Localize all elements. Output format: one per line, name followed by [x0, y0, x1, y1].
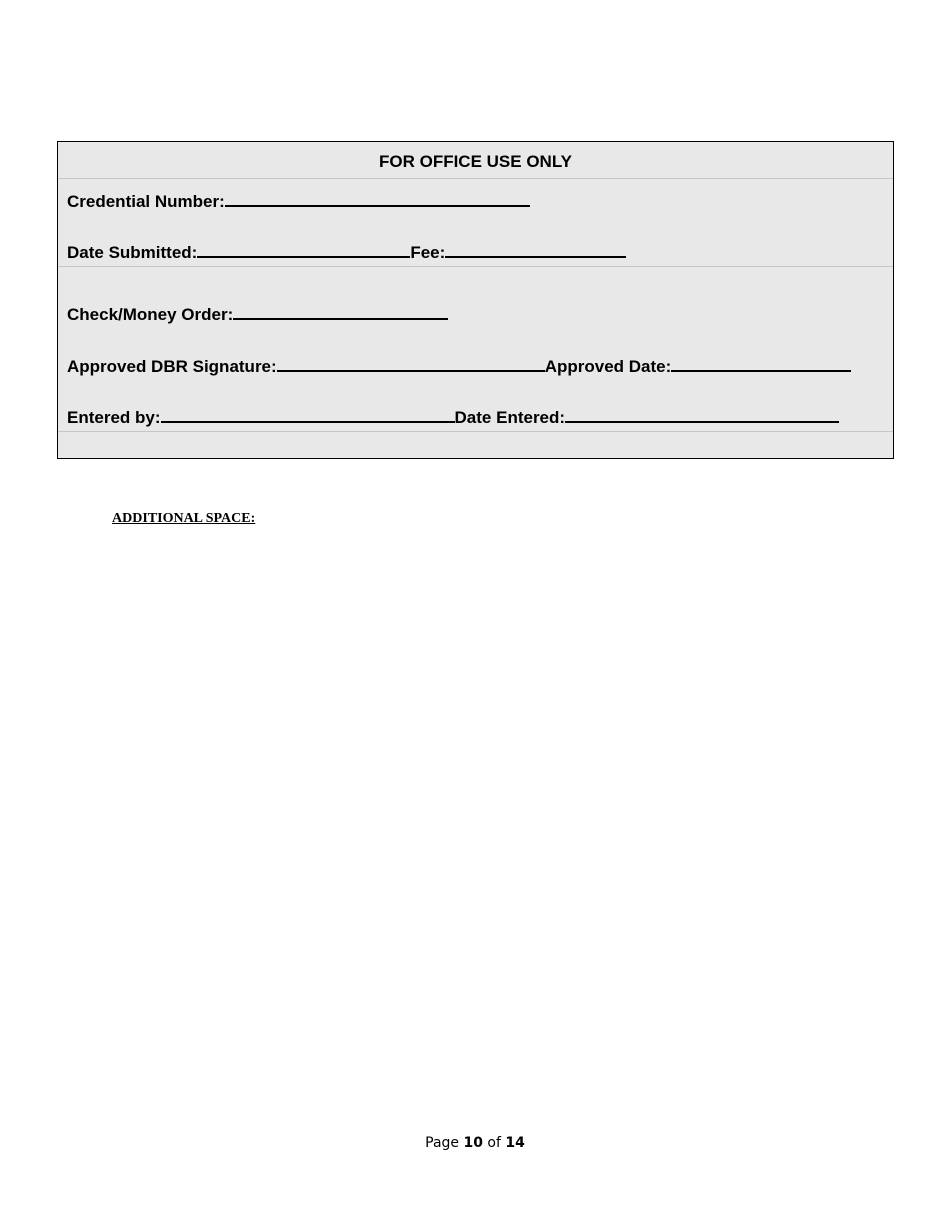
approval-row	[67, 355, 851, 377]
fee-label: Fee:	[410, 243, 446, 262]
approved-date-field[interactable]	[671, 355, 851, 372]
additional-space-label: ADDITIONAL SPACE:	[112, 511, 256, 526]
check-money-order-field[interactable]	[233, 303, 448, 320]
approved-date-label: Approved Date:	[544, 357, 672, 376]
credential-number-row	[67, 190, 530, 212]
date-fee-row	[67, 241, 626, 263]
entered-by-field[interactable]	[161, 406, 455, 423]
office-use-title: FOR OFFICE USE ONLY	[378, 152, 572, 171]
divider	[58, 178, 893, 179]
date-submitted-field[interactable]	[197, 241, 410, 258]
fee-field[interactable]	[445, 241, 626, 258]
date-entered-label: Date Entered:	[454, 408, 566, 427]
office-use-only-box	[57, 141, 894, 459]
date-entered-field[interactable]	[565, 406, 839, 423]
entered-row	[67, 406, 839, 428]
date-submitted-label: Date Submitted:	[67, 243, 198, 262]
check-money-order-row	[67, 303, 448, 325]
credential-number-label: Credential Number:	[67, 192, 225, 211]
divider	[58, 266, 893, 267]
entered-by-label: Entered by:	[67, 408, 161, 427]
credential-number-field[interactable]	[225, 190, 530, 207]
page-number: Page 10 of 14	[425, 1135, 525, 1151]
approved-signature-label: Approved DBR Signature:	[67, 357, 277, 376]
divider	[58, 431, 893, 432]
check-money-order-label: Check/Money Order:	[67, 305, 234, 324]
approved-signature-field[interactable]	[277, 355, 545, 372]
